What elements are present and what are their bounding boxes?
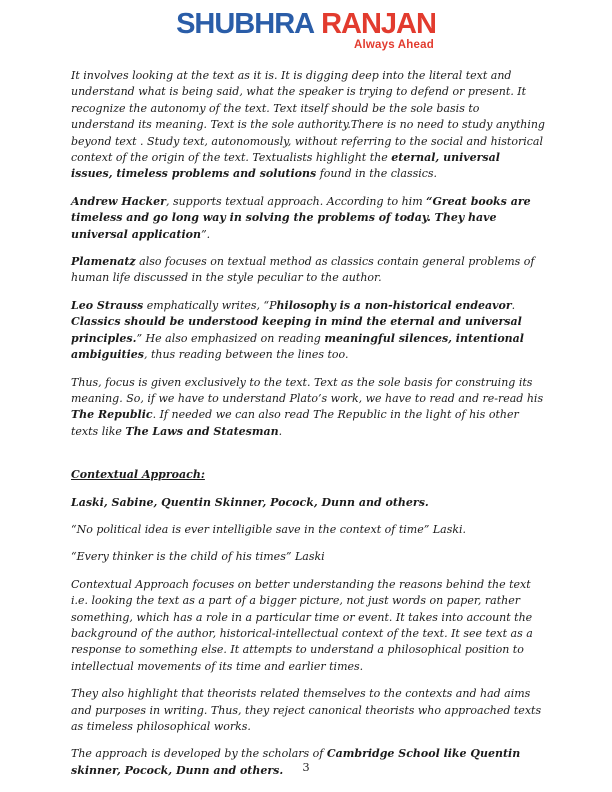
document-body xyxy=(71,68,545,790)
para-laski-quote-2 xyxy=(71,549,545,565)
bold-text-run: meaningful silences, intentional ambiguities xyxy=(71,331,524,362)
bold-text-run: “Great books are timeless and go long way in solving the problems of today. They have universal application xyxy=(71,194,531,241)
text-run: emphatically writes, “P xyxy=(143,298,277,312)
text-run: , thus reading between the lines too. xyxy=(143,348,349,362)
bold-text-run: hilosophy is a non-historical endeavor xyxy=(276,298,512,312)
para-andrew-hacker xyxy=(71,194,545,243)
bold-text-run: Classics should be understood keeping in mind the eternal and universal principles. xyxy=(71,315,522,345)
para-contextual-scholars xyxy=(71,495,545,511)
text-run: , supports textual approach. According to him xyxy=(165,194,427,208)
para-leo-strauss xyxy=(71,298,545,364)
para-contextual-explanation xyxy=(71,577,545,675)
text-run: “Every thinker is the child of his times” Laski xyxy=(71,550,325,564)
heading-contextual-approach xyxy=(71,467,545,483)
para-republic xyxy=(71,375,545,441)
para-laski-quote-1 xyxy=(71,522,545,538)
page-number: 3 xyxy=(302,760,310,774)
shubhra-ranjan-logo xyxy=(176,10,436,51)
text-run: . xyxy=(511,298,516,312)
logo-word-shubhra: SHUBHRA xyxy=(176,8,315,40)
text-run: ”. xyxy=(200,227,211,241)
bold-text-run: The Republic xyxy=(71,408,153,422)
bold-text-run: Plamenatz xyxy=(71,255,136,269)
bold-text-run: Contextual Approach: xyxy=(71,468,205,482)
bold-text-run: Laski, Sabine, Quentin Skinner, Pocock, Dunn and others. xyxy=(71,495,429,509)
logo-word-ranjan: RANJAN xyxy=(321,8,436,40)
text-run: found in the classics. xyxy=(316,167,438,181)
text-run: Contextual Approach focuses on better understanding the reasons behind the text i.e. looking the text as a part of a bigger picture, not just words on paper, rather something, which has a role in a particular time or event. It takes into account the background of the author, historical-intellectual context of the text. It see text as a response to something else. It attempts to understand a philosophical position to intellectual movements of its time and earlier times. xyxy=(71,577,533,673)
bold-text-run: The Laws and Statesman xyxy=(125,424,279,438)
bold-text-run: Cambridge School like Quentin skinner, Pocock, Dunn and others. xyxy=(71,747,521,777)
text-run: “No political idea is ever intelligible save in the context of time” Laski. xyxy=(71,522,467,536)
bold-text-run: eternal, universal issues, timeless problems and solutions xyxy=(71,151,500,181)
text-run: ” He also emphasized on reading xyxy=(136,331,325,345)
letterhead xyxy=(0,10,612,52)
text-run: It involves looking at the text as it is. It is digging deep into the literal text and understand what is being said, what the speaker is trying to defend or present. It recognize the autonomy of the text. Text itself should be the sole basis to understand its meaning. Text is the sole authority.There is no need to study anything beyond text . Study text, autonomously, without referring to the social and historical context of the origin of the text. Textualists highlight the xyxy=(71,69,545,165)
logo-wordmark xyxy=(176,10,436,39)
bold-text-run: Andrew Hacker xyxy=(71,194,166,208)
text-run: . If needed we can also read The Republic in the light of his other texts like xyxy=(71,408,519,438)
logo-tagline: Always Ahead xyxy=(353,39,434,51)
para-plamenatz xyxy=(71,254,545,287)
text-run: also focuses on textual method as classics contain general problems of human life discussed in the style peculiar to the author. xyxy=(71,255,535,285)
para-textual-approach-intro xyxy=(71,68,545,183)
para-contextual-theorists xyxy=(71,686,545,735)
text-run: . xyxy=(278,424,283,438)
text-run: They also highlight that theorists related themselves to the contexts and had aims and purposes in writing. Thus, they reject canonical theorists who approached texts as timeless philosophical works. xyxy=(71,687,542,733)
text-run: Thus, focus is given exclusively to the text. Text as the sole basis for construing its meaning. So, if we have to understand Plato’s work, we have to read and re-read his xyxy=(71,375,544,405)
bold-text-run: Leo Strauss xyxy=(71,298,144,312)
text-run: The approach is developed by the scholars of xyxy=(71,747,327,761)
